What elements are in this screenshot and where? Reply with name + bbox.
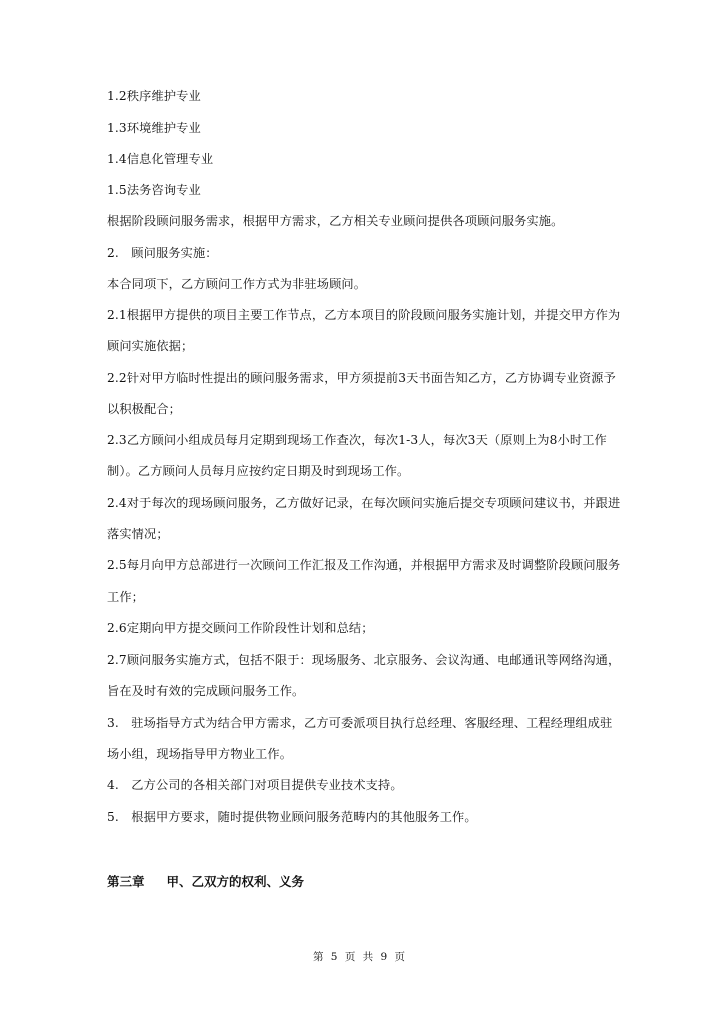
text-line: 5. 根据甲方要求，随时提供物业顾问服务范畴内的其他服务工作。 — [107, 810, 477, 824]
text-line: 1.2秩序维护专业 — [107, 89, 201, 103]
chapter-title: 甲、乙双方的权利、义务 — [166, 874, 305, 889]
text-line: 2. 顾问服务实施： — [107, 246, 218, 260]
text-line: 2.3乙方顾问小组成员每月定期到现场工作查次，每次1-3人，每次3天（原则上为8小时工作 — [107, 433, 607, 447]
text-line: 1.3环境维护专业 — [107, 121, 201, 135]
text-line: 2.5每月向甲方总部进行一次顾问工作汇报及工作沟通，并根据甲方需求及时调整阶段顾问服务 — [107, 558, 621, 572]
text-line: 2.2针对甲方临时性提出的顾问服务需求，甲方须提前3天书面告知乙方，乙方协调专业资源予 — [107, 371, 616, 385]
chapter-heading — [107, 872, 304, 890]
page-footer: 第 5 页 共 9 页 — [312, 951, 408, 963]
text-line: 4. 乙方公司的各相关部门对项目提供专业技术支持。 — [107, 778, 403, 792]
text-line: 1.5法务咨询专业 — [107, 183, 201, 197]
chapter-number: 第三章 — [107, 874, 145, 889]
text-line: 2.6定期向甲方提交顾问工作阶段性计划和总结； — [107, 621, 374, 635]
text-line: 制）。乙方顾问人员每月应按约定日期及时到现场工作。 — [107, 464, 410, 478]
text-line: 本合同项下，乙方顾问工作方式为非驻场顾问。 — [107, 277, 367, 291]
text-line: 根据阶段顾问服务需求，根据甲方需求，乙方相关专业顾问提供各项顾问服务实施。 — [107, 214, 564, 228]
text-line: 以积极配合； — [107, 402, 182, 416]
text-line: 3. 驻场指导方式为结合甲方需求，乙方可委派项目执行总经理、客服经理、工程经理组成驻 — [107, 716, 613, 730]
text-line: 2.4对于每次的现场顾问服务，乙方做好记录，在每次顾问实施后提交专项顾问建议书，并跟进 — [107, 496, 621, 510]
text-line: 工作； — [107, 590, 145, 604]
text-line: 落实情况； — [107, 527, 169, 541]
text-line: 2.1根据甲方提供的项目主要工作节点，乙方本项目的阶段顾问服务实施计划，并提交甲方作为 — [107, 308, 621, 322]
text-line: 顾问实施依据； — [107, 339, 194, 353]
text-line: 场小组，现场指导甲方物业工作。 — [107, 747, 293, 761]
text-line: 2.7顾问服务实施方式，包括不限于：现场服务、北京服务、会议沟通、电邮通讯等网络沟通， — [107, 653, 621, 667]
text-line: 旨在及时有效的完成顾问服务工作。 — [107, 684, 305, 698]
text-line: 1.4信息化管理专业 — [107, 152, 214, 166]
